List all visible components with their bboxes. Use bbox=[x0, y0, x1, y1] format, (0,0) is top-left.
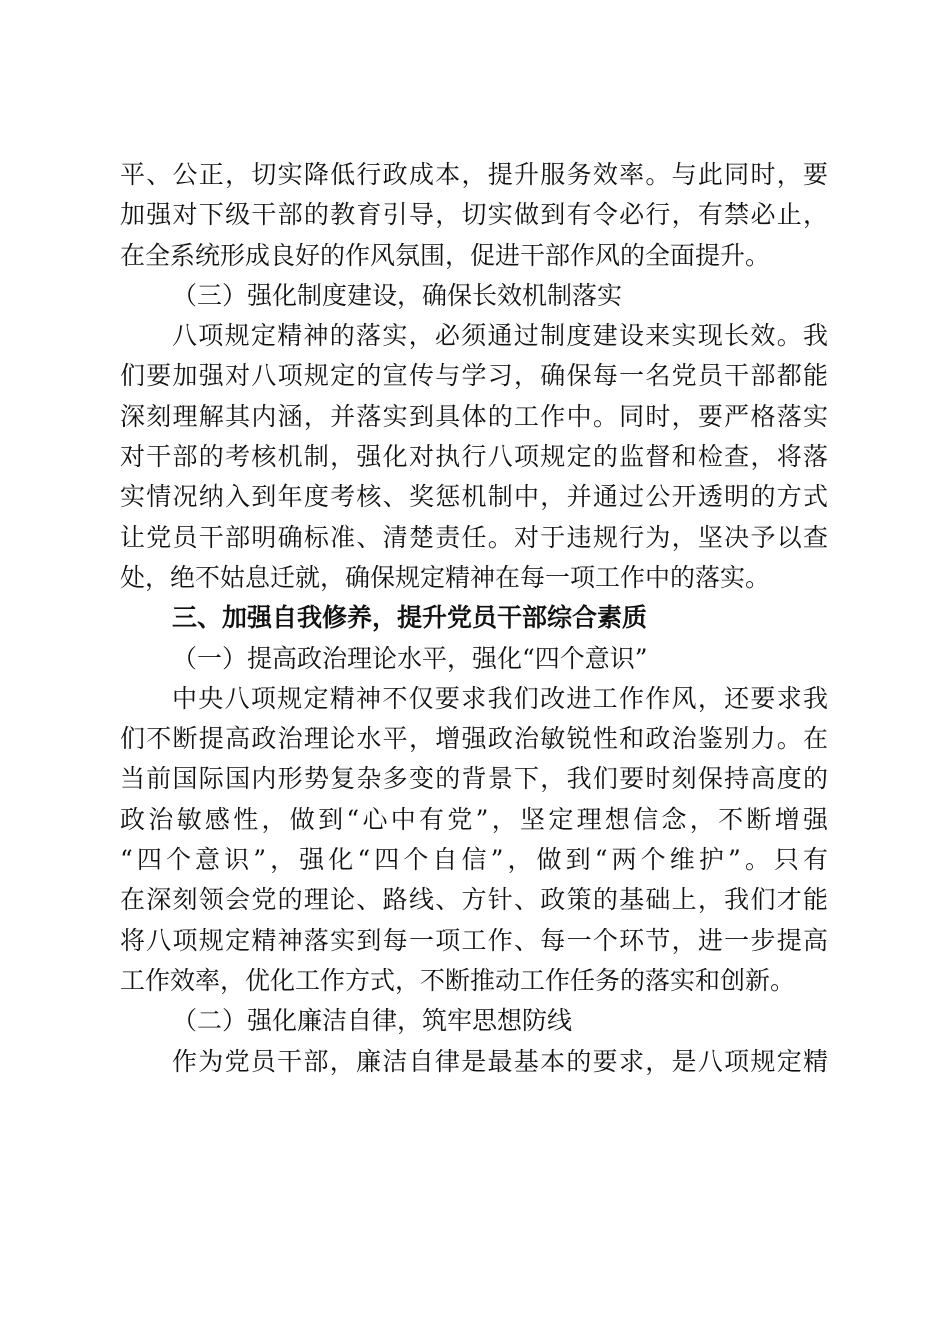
body-text-line: 工作效率，优化工作方式，不断推动工作任务的落实和创新。 bbox=[120, 965, 796, 995]
body-text-line: 让党员干部明确标准、清楚责任。对于违规行为，坚决予以查 bbox=[120, 522, 828, 552]
body-text-line: 对干部的考核机制，强化对执行八项规定的监督和检查，将落 bbox=[120, 442, 828, 472]
paragraph-first-line: 八项规定精神的落实，必须通过制度建设来实现长效。我 bbox=[172, 321, 828, 351]
body-text-line: 们要加强对八项规定的宣传与学习，确保每一名党员干部都能 bbox=[120, 361, 828, 391]
body-text-line: 在深刻领会党的理论、路线、方针、政策的基础上，我们才能 bbox=[120, 885, 828, 915]
body-text-line: 当前国际国内形势复杂多变的背景下，我们要时刻保持高度的 bbox=[120, 764, 828, 794]
body-text-line: 加强对下级干部的教育引导，切实做到有令必行，有禁必止， bbox=[120, 200, 828, 230]
paragraph-first-line: 中央八项规定精神不仅要求我们改进工作作风，还要求我 bbox=[172, 683, 828, 713]
body-text-line: “四个意识”，强化“四个自信”，做到“两个维护”。只有 bbox=[120, 845, 828, 875]
subsection-heading: （三）强化制度建设，确保长效机制落实 bbox=[172, 280, 623, 310]
body-text-line: 实情况纳入到年度考核、奖惩机制中，并通过公开透明的方式 bbox=[120, 482, 828, 512]
body-text-line: 处，绝不姑息迁就，确保规定精神在每一项工作中的落实。 bbox=[120, 562, 771, 592]
body-text-line: 深刻理解其内涵，并落实到具体的工作中。同时，要严格落实 bbox=[120, 401, 828, 431]
subsection-heading: （二）强化廉洁自律，筑牢思想防线 bbox=[172, 1006, 573, 1036]
document-page bbox=[120, 155, 828, 1082]
body-text-line: 政治敏感性，做到“心中有党”，坚定理想信念，不断增强 bbox=[120, 804, 828, 834]
body-text-line: 将八项规定精神落实到每一项工作、每一个环节，进一步提高 bbox=[120, 925, 828, 955]
section-heading: 三、加强自我修养，提升党员干部综合素质 bbox=[172, 603, 648, 633]
body-text-line: 平、公正，切实降低行政成本，提升服务效率。与此同时，要 bbox=[120, 160, 828, 189]
body-text-line: 在全系统形成良好的作风氛围，促进干部作风的全面提升。 bbox=[120, 240, 771, 270]
paragraph-first-line: 作为党员干部，廉洁自律是最基本的要求，是八项规定精 bbox=[172, 1046, 828, 1076]
body-text-line: 们不断提高政治理论水平，增强政治敏锐性和政治鉴别力。在 bbox=[120, 724, 828, 754]
subsection-heading: （一）提高政治理论水平，强化“四个意识” bbox=[172, 643, 648, 673]
